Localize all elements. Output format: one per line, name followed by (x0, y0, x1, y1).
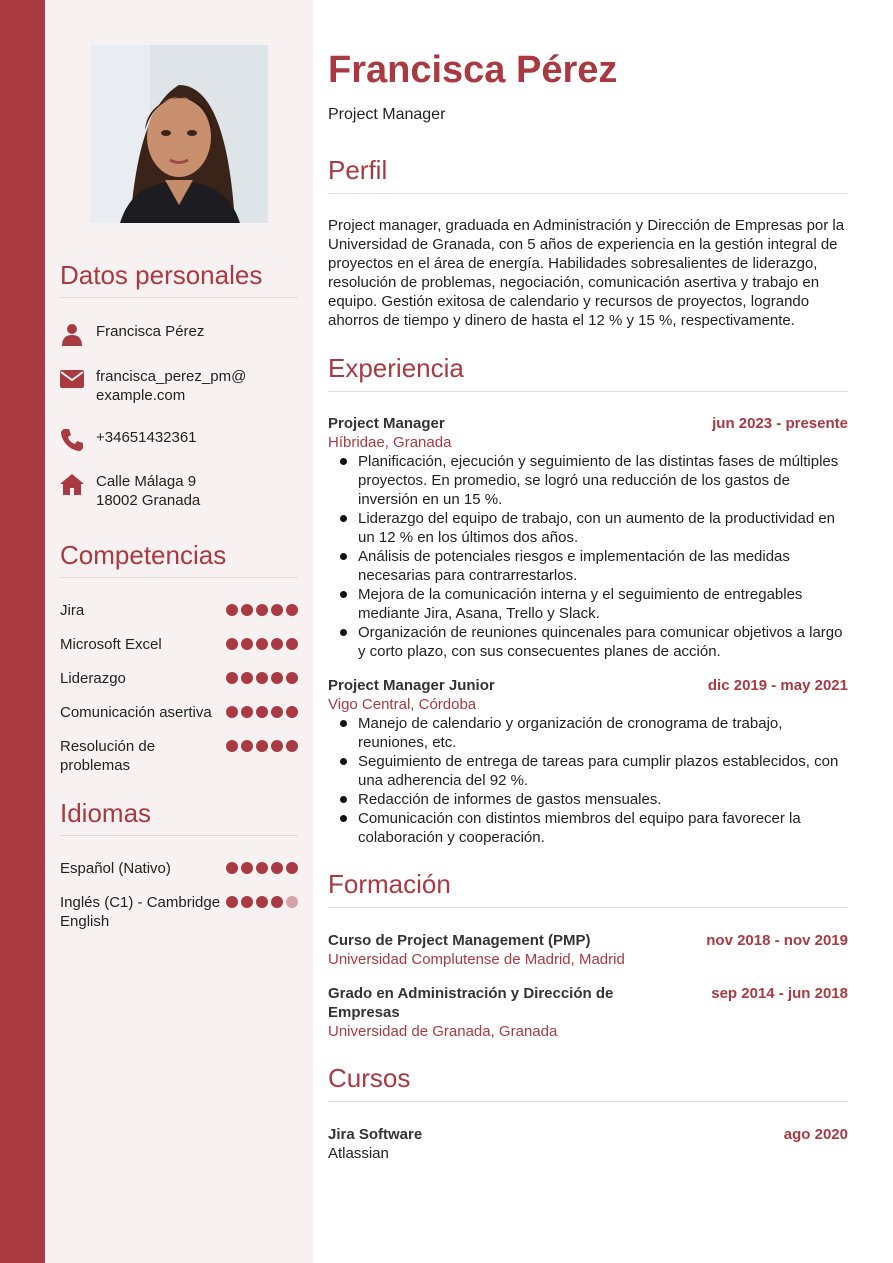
profile-photo (90, 45, 268, 223)
contact-name: Francisca Pérez (96, 323, 205, 340)
contact-phone-row (60, 428, 298, 452)
job-title: Project Manager Junior (328, 677, 495, 694)
rating-dot (286, 638, 298, 650)
rating-dot (271, 604, 283, 616)
job-title: Project Manager (328, 415, 445, 432)
candidate-role: Project Manager (328, 106, 446, 123)
language-row (60, 893, 298, 931)
contact-email-row (60, 367, 298, 405)
rating-dot (256, 706, 268, 718)
email-line-2: example.com (96, 387, 186, 404)
language-rating (226, 896, 298, 931)
skill-row (60, 737, 298, 775)
rating-dot (241, 604, 253, 616)
contact-address (96, 472, 200, 510)
education-title: Grado en Administración y Dirección de Empresas (328, 985, 614, 1021)
divider (328, 193, 848, 194)
skill-rating (226, 604, 298, 620)
rating-dot (256, 896, 268, 908)
language-row (60, 859, 298, 878)
rating-dot (241, 638, 253, 650)
experience-heading: Experiencia (328, 353, 464, 383)
rating-dot (241, 862, 253, 874)
skill-row (60, 703, 298, 722)
job-org: Vigo Central, Córdoba (328, 696, 477, 713)
job-org: Híbridae, Granada (328, 434, 452, 451)
skill-name: Microsoft Excel (60, 636, 162, 653)
rating-dot (271, 672, 283, 684)
job-date: dic 2019 - may 2021 (707, 677, 848, 694)
user-icon (60, 322, 84, 346)
rating-dot (226, 604, 238, 616)
course-title: Jira Software (328, 1126, 423, 1143)
list-item: Análisis de potenciales riesgos e implementación de las medidas necesarias para contrarrestarlos. (328, 547, 848, 585)
profile-text: Project manager, graduada en Administración y Dirección de Empresas por la Universidad de Granada, con 5 años de experiencia en la gestión integral de proyectos en el área de energía. Habilidades sobresalientes de liderazgo, resolución de problemas, negociación, comunicación asertiva y trabajo en equipo. Gestión exitosa de calendario y recursos de proyectos, logrando ahorros de tiempo y dinero de hasta el 12 % y 15 %, respectivamente. (328, 217, 845, 329)
language-rating (226, 862, 298, 878)
rating-dot (241, 896, 253, 908)
education-org: Universidad de Granada, Granada (328, 1023, 558, 1040)
divider (60, 297, 298, 298)
rating-dot (271, 896, 283, 908)
rating-dot (286, 740, 298, 752)
rating-dot (271, 706, 283, 718)
skill-name: Comunicación asertiva (60, 704, 212, 721)
experience-entry (328, 676, 848, 847)
home-icon (60, 472, 84, 496)
divider (60, 835, 298, 836)
rating-dot (256, 672, 268, 684)
address-line-1: Calle Málaga 9 (96, 473, 197, 490)
job-bullets (328, 452, 848, 661)
education-heading: Formación (328, 869, 451, 899)
contact-address-row (60, 472, 298, 510)
list-item: Manejo de calendario y organización de cronograma de trabajo, reuniones, etc. (328, 714, 848, 752)
rating-dot (226, 638, 238, 650)
divider (328, 907, 848, 908)
personal-data-heading: Datos personales (60, 260, 263, 290)
address-line-2: 18002 Granada (96, 492, 201, 509)
skill-row (60, 601, 298, 620)
skill-row (60, 669, 298, 688)
profile-heading: Perfil (328, 155, 388, 185)
skill-rating (226, 706, 298, 722)
list-item: Mejora de la comunicación interna y el seguimiento de entregables mediante Jira, Asana, Trello y Slack. (328, 585, 848, 623)
rating-dot (226, 862, 238, 874)
skill-name: Liderazgo (60, 670, 126, 687)
rating-dot (271, 638, 283, 650)
rating-dot (241, 706, 253, 718)
skills-heading: Competencias (60, 540, 227, 570)
education-date: nov 2018 - nov 2019 (706, 932, 848, 949)
skill-rating (226, 638, 298, 654)
list-item: Seguimiento de entrega de tareas para cumplir plazos establecidos, con una adherencia del 92 %. (328, 752, 848, 790)
sidebar (45, 0, 313, 1263)
skill-row (60, 635, 298, 654)
rating-dot (271, 740, 283, 752)
rating-dot (241, 672, 253, 684)
rating-dot (271, 862, 283, 874)
experience-entry (328, 414, 848, 661)
languages-heading: Idiomas (60, 798, 152, 828)
language-name: Español (Nativo) (60, 860, 171, 877)
phone-icon (60, 428, 84, 452)
email-line-1: francisca_perez_pm@ (96, 368, 247, 385)
courses-heading: Cursos (328, 1063, 411, 1093)
rating-dot (286, 706, 298, 718)
course-date: ago 2020 (783, 1126, 848, 1143)
job-date: jun 2023 - presente (712, 415, 848, 432)
rating-dot (256, 604, 268, 616)
rating-dot (286, 862, 298, 874)
rating-dot (226, 706, 238, 718)
skill-rating (226, 740, 298, 775)
list-item: Liderazgo del equipo de trabajo, con un aumento de la productividad en un 12 % en los últimos dos años. (328, 509, 848, 547)
skill-name: Jira (60, 602, 85, 619)
course-org: Atlassian (328, 1145, 389, 1162)
education-title: Curso de Project Management (PMP) (328, 932, 591, 949)
rating-dot (241, 740, 253, 752)
skill-name: Resolución de problemas (60, 738, 156, 774)
divider (328, 1101, 848, 1102)
education-entry (328, 931, 848, 969)
rating-dot (256, 862, 268, 874)
divider (60, 577, 298, 578)
skill-rating (226, 672, 298, 688)
rating-dot (286, 896, 298, 908)
divider (328, 391, 848, 392)
list-item: Planificación, ejecución y seguimiento de las distintas fases de múltiples proyectos. En promedio, se logró una reducción de los gastos de inversión en un 15 %. (328, 452, 848, 509)
rating-dot (226, 896, 238, 908)
rating-dot (286, 604, 298, 616)
rating-dot (226, 672, 238, 684)
contact-email[interactable] (96, 367, 246, 405)
education-entry (328, 984, 848, 1041)
accent-bar (0, 0, 45, 1263)
envelope-icon (60, 367, 84, 391)
contact-phone[interactable]: +34651432361 (96, 429, 197, 446)
rating-dot (256, 638, 268, 650)
education-date: sep 2014 - jun 2018 (711, 985, 848, 1002)
language-name: Inglés (C1) - Cambridge English (60, 894, 221, 930)
education-org: Universidad Complutense de Madrid, Madrid (328, 951, 625, 968)
course-entry (328, 1125, 848, 1163)
rating-dot (256, 740, 268, 752)
list-item: Organización de reuniones quincenales para comunicar objetivos a largo y corto plazo, con sus consecuentes planes de acción. (328, 623, 848, 661)
rating-dot (226, 740, 238, 752)
list-item: Redacción de informes de gastos mensuales. (328, 790, 848, 809)
job-bullets (328, 714, 848, 847)
rating-dot (286, 672, 298, 684)
contact-name-row (60, 322, 298, 346)
candidate-name: Francisca Pérez (328, 49, 618, 91)
list-item: Comunicación con distintos miembros del equipo para favorecer la colaboración y cooperación. (328, 809, 848, 847)
